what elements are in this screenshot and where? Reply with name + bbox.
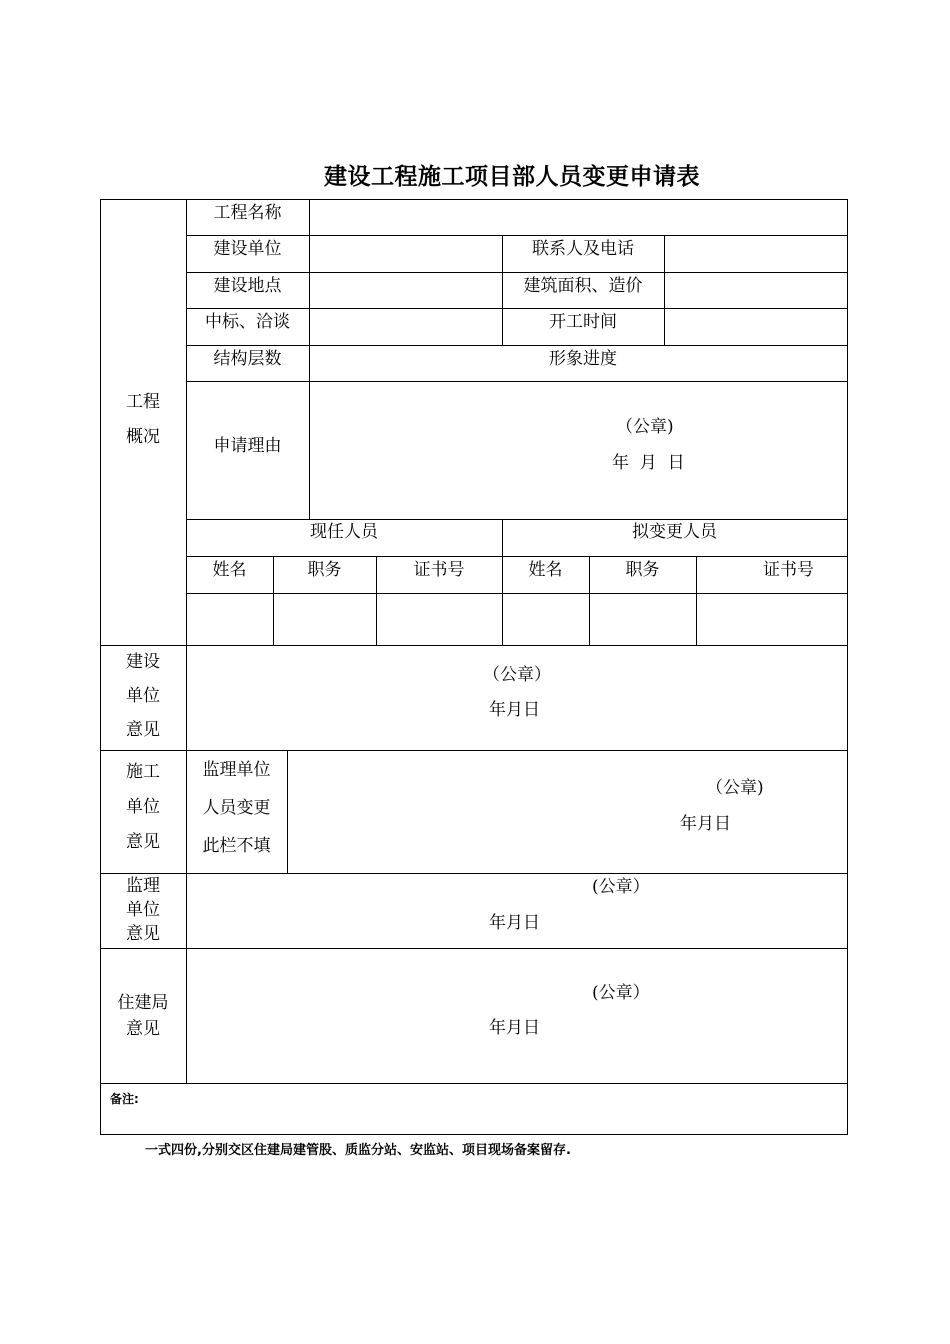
contractor-opinion-label: 施工 单位 意见 [126,762,160,852]
current-staff-position-cell[interactable] [274,594,376,645]
builder-opinion-date: 年月日 [489,700,540,720]
current-staff-header: 现任人员 [310,522,378,542]
builder-opinion-label: 建设 单位 意见 [126,652,160,740]
current-staff-name-header: 姓名 [212,560,247,580]
bid-type-label: 中标、洽谈 [205,312,290,332]
area-cost-label: 建筑面积、造价 [523,276,643,296]
current-staff-cert-header: 证书号 [413,560,465,580]
builder-label: 建设单位 [213,239,282,259]
current-staff-position-header: 职务 [307,560,342,580]
new-staff-name-header: 姓名 [528,560,563,580]
contractor-opinion-note: 监理单位 人员变更 此栏不填 [202,760,271,856]
application-form-table [100,199,848,1135]
contractor-opinion-date: 年月日 [680,814,731,834]
remarks-label: 备注: [110,1092,139,1106]
start-time-label: 开工时间 [549,312,617,332]
contractor-opinion-seal: （公章) [706,778,764,798]
supervisor-opinion-seal: (公章） [592,877,650,897]
supervisor-opinion-label: 监理 单位 意见 [126,876,160,944]
project-overview-label: 工程 概况 [126,392,160,447]
progress-label: 形象进度 [549,349,617,369]
reason-date: 年 月 日 [612,453,685,473]
location-label: 建设地点 [213,276,282,296]
page-title: 建设工程施工项目部人员变更申请表 [324,164,700,190]
housing-bureau-opinion-date: 年月日 [489,1018,540,1038]
new-staff-cert-cell[interactable] [697,594,847,645]
new-staff-cert-header: 证书号 [763,560,814,580]
new-staff-name-cell[interactable] [503,594,589,645]
builder-opinion-seal: （公章） [483,665,551,685]
new-staff-position-cell[interactable] [590,594,696,645]
reason-seal: （公章) [616,417,674,437]
footer-note: 一式四份,分别交区住建局建管股、质监分站、安监站、项目现场备案留存. [145,1143,571,1158]
current-staff-name-cell[interactable] [187,594,273,645]
new-staff-header: 拟变更人员 [632,522,717,542]
current-staff-cert-cell[interactable] [377,594,502,645]
contact-label: 联系人及电话 [532,239,634,259]
reason-label: 申请理由 [213,436,282,456]
housing-bureau-opinion-label: 住建局 意见 [117,993,169,1039]
structure-floors-label: 结构层数 [213,349,282,369]
housing-bureau-opinion-seal: (公章） [592,983,650,1003]
new-staff-position-header: 职务 [625,560,660,580]
project-name-label: 工程名称 [213,203,282,223]
supervisor-opinion-date: 年月日 [489,913,540,933]
